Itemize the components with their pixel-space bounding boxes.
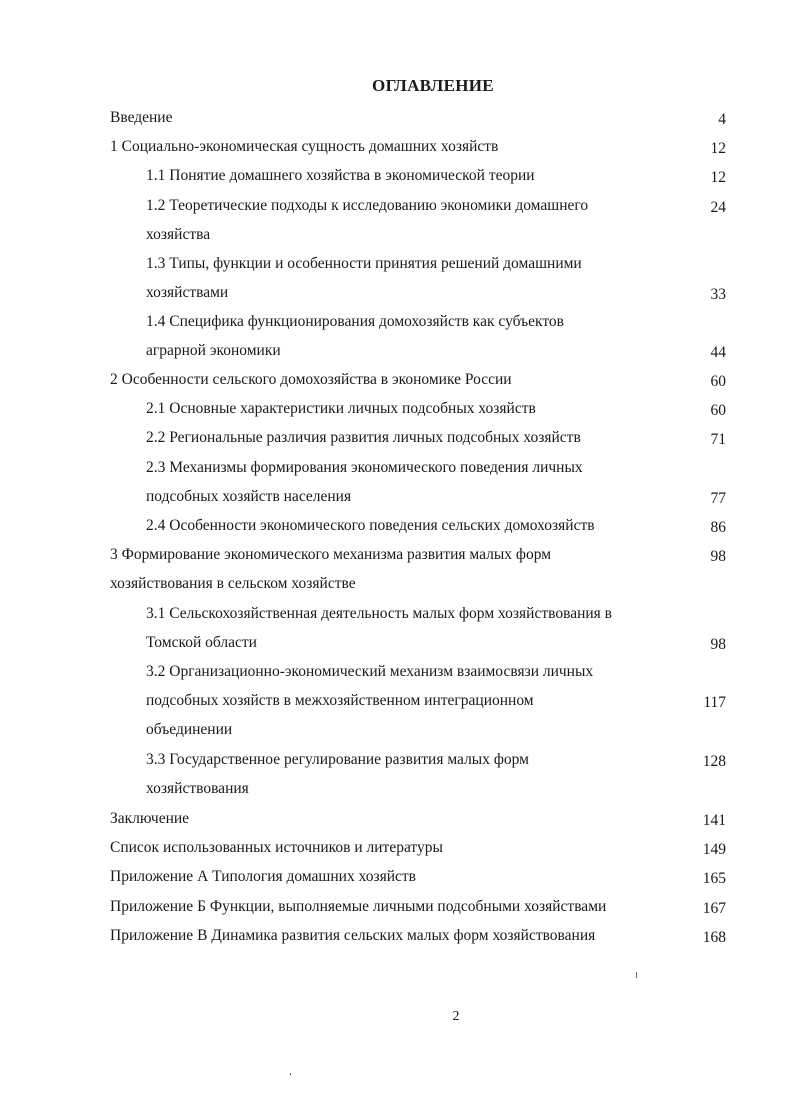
toc-page-number: 12 — [710, 169, 726, 186]
toc-entry-section-1-3[interactable]: 1.3 Типы, функции и особенности принятия решений домашними — [146, 255, 582, 272]
toc-entry-section-3-1-cont[interactable]: Томской области — [146, 634, 257, 651]
toc-entry-appendix-a[interactable]: Приложение А Типология домашних хозяйств — [110, 868, 416, 885]
scan-speck — [290, 1073, 291, 1075]
toc-entry-section-2-3[interactable]: 2.3 Механизмы формирования экономического поведения личных — [146, 459, 583, 476]
toc-page-number: 60 — [710, 373, 726, 390]
toc-page-number: 60 — [710, 402, 726, 419]
toc-entry-section-3-2-cont[interactable]: объединении — [146, 721, 233, 738]
toc-entry-section-2-3-cont[interactable]: подсобных хозяйств населения — [146, 488, 352, 505]
page-title: ОГЛАВЛЕНИЕ — [372, 76, 494, 95]
toc-page-number: 4 — [718, 111, 726, 128]
toc-entry-section-3-1[interactable]: 3.1 Сельскохозяйственная деятельность малых форм хозяйствования в — [146, 605, 612, 622]
toc-page-number: 86 — [710, 519, 726, 536]
page-number: 2 — [452, 1009, 460, 1024]
toc-entry-section-3-3[interactable]: 3.3 Государственное регулирование развития малых форм — [146, 751, 529, 768]
toc-page-number: 149 — [702, 841, 726, 858]
toc-page-number: 128 — [702, 753, 726, 770]
toc-entry-appendix-b[interactable]: Приложение Б Функции, выполняемые личными подсобными хозяйствами — [110, 898, 607, 915]
toc-entry-chapter-3[interactable]: 3 Формирование экономического механизма развития малых форм — [110, 546, 552, 563]
toc-page-number: 44 — [710, 344, 726, 361]
toc-entry-section-1-4[interactable]: 1.4 Специфика функционирования домохозяйств как субъектов — [146, 313, 564, 330]
toc-entry-references[interactable]: Список использованных источников и литературы — [110, 839, 443, 856]
toc-entry-section-2-2[interactable]: 2.2 Региональные различия развития личных подсобных хозяйств — [146, 429, 581, 446]
toc-entry-section-3-2-cont[interactable]: подсобных хозяйств в межхозяйственном интеграционном — [146, 692, 534, 709]
toc-entry-conclusion[interactable]: Заключение — [110, 810, 190, 827]
toc-page-number: 141 — [702, 812, 726, 829]
toc-page-number: 167 — [702, 900, 726, 917]
toc-entry-section-1-3-cont[interactable]: хозяйствами — [146, 284, 229, 301]
toc-page-number: 24 — [710, 199, 726, 216]
toc-entry-chapter-3-cont[interactable]: хозяйствования в сельском хозяйстве — [110, 575, 356, 592]
toc-entry-appendix-v[interactable]: Приложение В Динамика развития сельских малых форм хозяйствования — [110, 927, 596, 944]
toc-page-number: 165 — [702, 870, 726, 887]
toc-entry-section-1-2[interactable]: 1.2 Теоретические подходы к исследованию экономики домашнего — [146, 197, 589, 214]
toc-page-number: 98 — [710, 548, 726, 565]
toc-page-number: 71 — [710, 431, 726, 448]
toc-page-number: 117 — [703, 694, 726, 711]
scan-speck — [636, 972, 637, 978]
toc-page-number: 12 — [710, 140, 726, 157]
toc-entry-section-1-2-cont[interactable]: хозяйства — [146, 226, 211, 243]
toc-entry-section-2-4[interactable]: 2.4 Особенности экономического поведения сельских домохозяйств — [146, 517, 595, 534]
toc-page-number: 77 — [710, 490, 726, 507]
toc-entry-section-3-2[interactable]: 3.2 Организационно-экономический механизм взаимосвязи личных — [146, 663, 594, 680]
toc-page-number: 98 — [710, 636, 726, 653]
toc-entry-section-2-1[interactable]: 2.1 Основные характеристики личных подсобных хозяйств — [146, 400, 536, 417]
toc-entry-section-3-3-cont[interactable]: хозяйствования — [146, 780, 249, 797]
toc-page-number: 33 — [710, 286, 726, 303]
toc-entry-section-1-4-cont[interactable]: аграрной экономики — [146, 342, 281, 359]
toc-entry-section-1-1[interactable]: 1.1 Понятие домашнего хозяйства в экономической теории — [146, 167, 535, 184]
toc-entry-chapter-2[interactable]: 2 Особенности сельского домохозяйства в экономике России — [110, 371, 512, 388]
toc-entry-chapter-1[interactable]: 1 Социально-экономическая сущность домашних хозяйств — [110, 138, 499, 155]
toc-entry-introduction[interactable]: Введение — [110, 109, 173, 126]
toc-page-number: 168 — [702, 929, 726, 946]
